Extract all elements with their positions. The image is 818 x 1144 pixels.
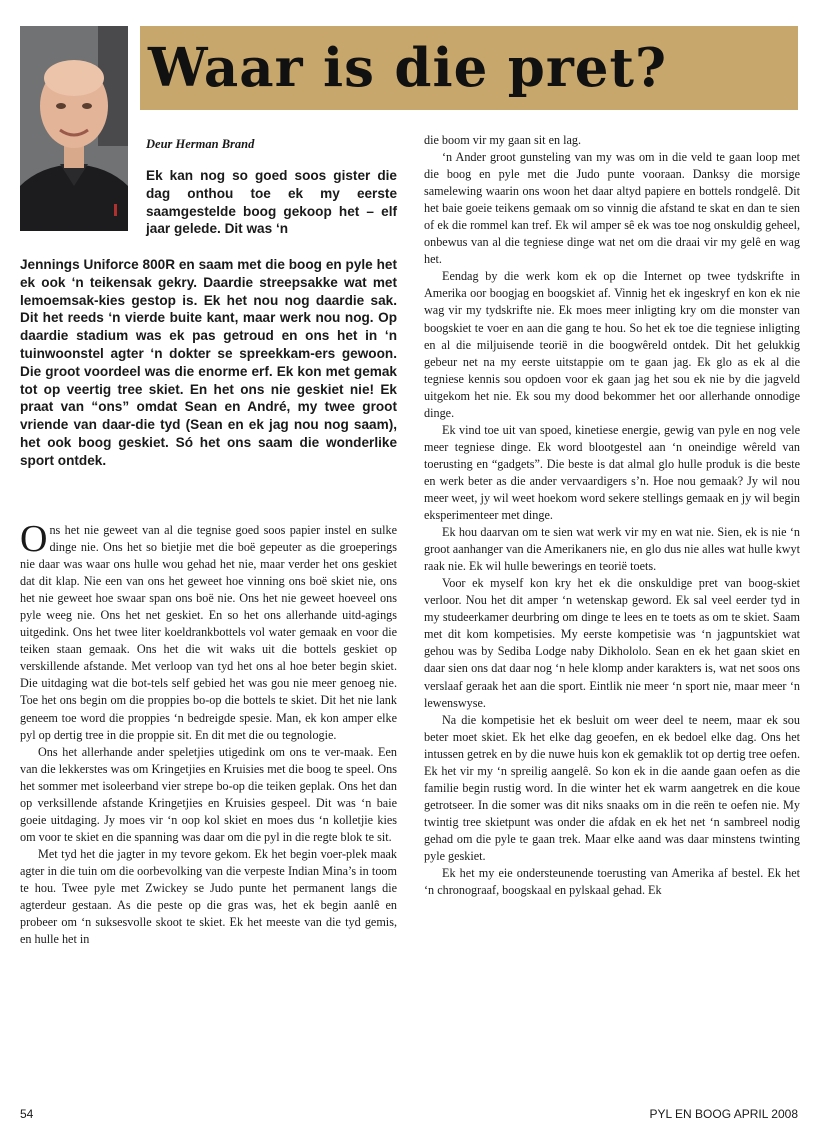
issue-date: APRIL 2008: [733, 1107, 798, 1121]
page-number: 54: [20, 1107, 34, 1121]
body-paragraph: ‘n Ander groot gunsteling van my was om in die veld te gaan loop met die boog en pyle met die Judo punte vooraan. Danksy die morsige samelewing waarin ons woon het daar altyd papiere en bottels rondgelê. Dit het baie goeie teikens gemaak om so vinnig die afstand te skat en dan te sien of ek die rommel kan tref. Ek wil amper sê ek was toe nog onskuldig geheel, onbewus van al die tegniese dinge wat net om die draai vir my gelê en wag het.: [424, 150, 800, 267]
body-paragraph: Ek hou daarvan om te sien wat werk vir my en wat nie. Sien, ek is nie ‘n groot aanhanger van die Amerikaners nie, en glo dus nie alles wat hulle kwyt raak nie. Ek wil hulle bewerings en teorië toets.: [424, 525, 800, 574]
body-paragraph: Ons het nie geweet van al die tegnise goed soos papier instel en sulke dinge nie. Ons het so bietjie met die boë gepeuter as die groeperings nie daar was waar ons hulle wou gehad het nie, maar verder het ons geskiet dat dit klap. Nie een van ons het geweet hoe vinning ons boë skiet nie, ons het nie geweet hoe swaar span ons boë nie. Ons het nie geweet hoeveel ons pyle weeg nie. Ons het net geskiet. En so het ons allerhande uitd-agings uitgedink. Ons het twee liter koeldrankbottels vol water gemaak en voor die teiken staan gemaak. Ons het die wit waks uit die bottels geskiet op verskillende afstande. Met verloop van tyd het ons al hoe beter begin skiet. Die uitdaging wat die bot-tels self gebied het was gou nie meer genoeg nie. Toe het ons begin om die proppies bo-op die bottels te skiet. Dit het nie lank geneem toe word die proppies ‘n bedreigde spesie. Man, ek kon amper elke pyl op dertig tree in die proppie sit. En dit met die ou tegnologie.: [20, 518, 397, 742]
body-paragraph: Met tyd het die jagter in my tevore gekom. Ek het begin voer-plek maak agter in die tuin om die oorbevolking van die verpeste Indian Mina’s in toom te hou. Twee pyle met Zwickey se Judo punte het permanent langs die agterdeur gestaan. As die peste op die gras was, het ek begin aanlê en probeer om ‘n suksesvolle skoot te skiet. Ek het meeste van die tyd gemis, en hulle het in: [20, 846, 397, 947]
publication-footer: [649, 1107, 798, 1121]
body-paragraph: die boom vir my gaan sit en lag.: [424, 133, 582, 147]
body-paragraph: Voor ek myself kon kry het ek die onskuldige pret van boog-skiet verloor. Nou het dit amper ‘n wetenskap geword. Ek sal veel eerder tyd in my studeerkamer deurbring om dinge te lees en te toets as om te skiet. Saam met dit kom kompetisies. My eerste kompetisie was ‘n jagpuntskiet wat gehou was by Sediba Lodge naby Dikhololo. Sean en ek het gaan skiet en daar sien ons dat daar nog ‘n hele klomp ander karakters is, wat net soos ons verslaaf geraak het aan die sport. Eintlik nie meer ‘n sport nie, maar meer ‘n lewenswyse.: [424, 576, 800, 710]
article-title: Waar is die pret?: [148, 37, 667, 99]
drop-cap: O: [20, 518, 48, 560]
publication-name: PYL EN BOOG: [649, 1107, 732, 1121]
intro-paragraph-continued: Jennings Uniforce 800R en saam met die boog en pyle het ek ook ‘n teikensak gekry. Daardie streepsakke wat met lemoemsak-kies gestop is. Ek het nou nog daardie sak. Dit het reeds ‘n vierde buite kant, maar werk nou nog. Op daardie stadium was ek pas getroud en ons het in ‘n tuinwoonstel agter ‘n dokter se spreekkam-ers gewoon. Die groot voordeel was die enorme erf. Ek kon met gemak tot op veertig tree skiet. En het ons nie geskiet nie! Ek praat van “ons” omdat Sean en André, my twee groot vriende van daar-die tyd (Sean en ek jag nou nog saam), het ook boog geskiet. Só het ons saam die wonderlike sport ontdek.: [20, 257, 397, 468]
body-paragraph: Eendag by die werk kom ek op die Internet op twee tydskrifte in Amerika oor boogjag en boogskiet af. Vinnig het ek ingeskryf en kon ek nie wag vir my tydskrifte nie. Ek moes meer inligting kry om die monster van boogskiet te voer en aan die gang te hou. So het ek toe die tegniese inligting en al die miljuisende teorië in die boogwêreld ontdek. Dit het gelukkig gebeur net na my eerste uitstappie om te gaan jag. Ek glo as ek al die tegniese kennis sou opdoen voor ek gaan jag het sou ek nie by die jagveld uitgekom het nie. Ek sou my dood bekommer het oor allerhande onnodige dinge.: [424, 269, 800, 420]
byline: Deur Herman Brand: [146, 137, 255, 151]
column-left: [20, 518, 397, 948]
body-paragraph: Ons het allerhande ander speletjies utigedink om ons te ver-maak. Een van die lekkerstes was om Kringetjies en Kruisies met die boog te speel. Ons het sommer met isoleerband vier strepe bo-op die teiken geplak. Ons het dan op verksillende afstande Kringetjies en Kruisies gespeel. Dit was ‘n baie goeie uitdaging. Jy moes vir ‘n oop kol skiet en moes dus ‘n kolletjie kies om voor te skiet en die spanning was daar om die pyl in die regte blok te sit.: [20, 744, 397, 844]
column-right: [424, 132, 800, 899]
body-paragraph: Ek vind toe uit van spoed, kinetiese energie, gewig van pyle en nog vele meer tegniese dinge. Ek word blootgestel aan ‘n oneindige wêreld van toerusting en “gadgets”. Die beste is dat almal glo hulle produk is die beste en werk beter as die ander vervaardigers s’n. Hoe nou gemaak? Jy wil nou meer weet, jy wil weet hoekom word sekere stellings gemaak en jy wil begin eksperimenteer met dinge.: [424, 422, 800, 523]
body-paragraph: Ek het my eie ondersteunende toerusting van Amerika af bestel. Ek het ‘n chronograaf, boogskaal en pylskaal gehad. Ek: [424, 866, 800, 898]
intro-paragraph-start: Ek kan nog so goed soos gister die dag onthou toe ek my eerste saamgestelde boog gekoop het – elf jaar gelede. Dit was ‘n: [146, 168, 397, 237]
author-photo: [20, 26, 128, 231]
body-paragraph: Na die kompetisie het ek besluit om weer deel te neem, maar ek sou beter moet skiet. Ek het elke dag geoefen, en ek bedoel elke dag. Ons het intussen getrek en by die nuwe huis kon ek gemaklik tot op dertig tree oefen. Ek het vir my ‘n spreilig aangelê. So kon ek in die aande gaan oefen as die familie begin rustig word. In die winter het ek warm aangetrek en die koue getrotseer. In die somer was dit niks snaaks om in die reën te oefen nie. My twintig tree skietpunt was onder die afdak en ek het net ‘n sambreel nodig gehad om die pyle te gaan trek. Maar elke aand was daar minstens twinting pyle geskiet.: [424, 712, 800, 863]
